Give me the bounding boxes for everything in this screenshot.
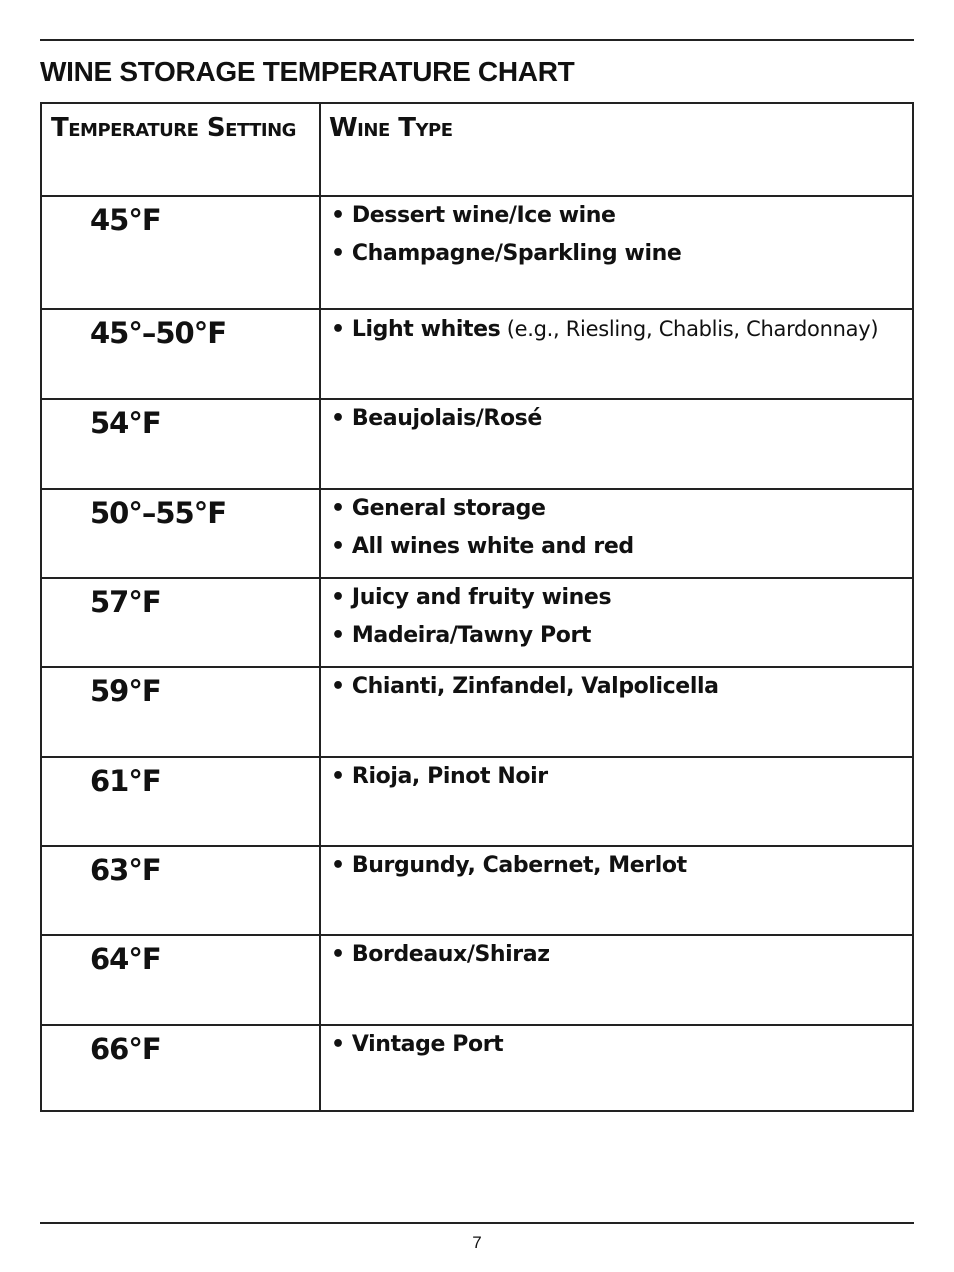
wine-type-item (331, 668, 902, 706)
wine-type-label: • Juicy and fruity wines (331, 585, 612, 610)
wine-type-item (331, 310, 902, 349)
temperature-setting: 45°F (90, 203, 161, 237)
wine-type-list (331, 579, 902, 655)
column-divider (319, 104, 321, 1110)
wine-type-label: • Vintage Port (331, 1032, 504, 1057)
wine-type-label: • Beaujolais/Rosé (331, 406, 542, 431)
temperature-setting: 66°F (90, 1032, 161, 1066)
wine-type-item (331, 847, 902, 885)
wine-type-list (331, 847, 902, 885)
wine-type-item (331, 758, 902, 796)
wine-type-label: • Rioja, Pinot Noir (331, 764, 548, 789)
temperature-setting: 57°F (90, 585, 161, 619)
wine-type-item (331, 528, 902, 566)
wine-type-list (331, 668, 902, 706)
wine-type-list (331, 310, 902, 349)
wine-type-item (331, 197, 902, 235)
wine-type-label: • Light whites (331, 317, 501, 342)
wine-type-item (331, 235, 902, 273)
wine-type-item (331, 490, 902, 528)
wine-type-label: • All wines white and red (331, 534, 634, 559)
wine-type-label: • Burgundy, Cabernet, Merlot (331, 853, 687, 878)
wine-type-list (331, 758, 902, 796)
wine-type-item (331, 579, 902, 617)
wine-type-label: • Bordeaux/Shiraz (331, 942, 550, 967)
wine-type-list (331, 400, 902, 438)
temperature-setting: 54°F (90, 406, 161, 440)
temperature-setting: 61°F (90, 764, 161, 798)
wine-type-item (331, 617, 902, 655)
top-rule (40, 39, 914, 41)
wine-type-examples: (e.g., Riesling, Chablis, Chardonnay) (500, 317, 879, 341)
wine-type-list (331, 1026, 902, 1064)
temperature-setting: 63°F (90, 853, 161, 887)
temperature-setting: 50°–55°F (90, 496, 227, 530)
wine-type-list (331, 936, 902, 974)
wine-type-label: • Madeira/Tawny Port (331, 623, 592, 648)
page-title: WINE STORAGE TEMPERATURE CHART (40, 56, 575, 87)
temperature-setting: 64°F (90, 942, 161, 976)
page-number: 7 (472, 1233, 482, 1252)
wine-type-label: • Champagne/Sparkling wine (331, 241, 682, 266)
wine-type-label: • Dessert wine/Ice wine (331, 203, 616, 228)
wine-type-item (331, 1026, 902, 1064)
wine-type-label: • Chianti, Zinfandel, Valpolicella (331, 674, 719, 699)
bottom-rule (40, 1222, 914, 1224)
wine-type-item (331, 400, 902, 438)
wine-type-list (331, 197, 902, 273)
temperature-chart-table (40, 102, 914, 1112)
temperature-setting: 45°–50°F (90, 316, 227, 350)
header-temperature-setting: Temperature Setting (51, 113, 296, 143)
temperature-setting: 59°F (90, 674, 161, 708)
wine-type-label: • General storage (331, 496, 546, 521)
wine-type-list (331, 490, 902, 566)
wine-type-item (331, 936, 902, 974)
header-wine-type: Wine Type (329, 113, 453, 143)
